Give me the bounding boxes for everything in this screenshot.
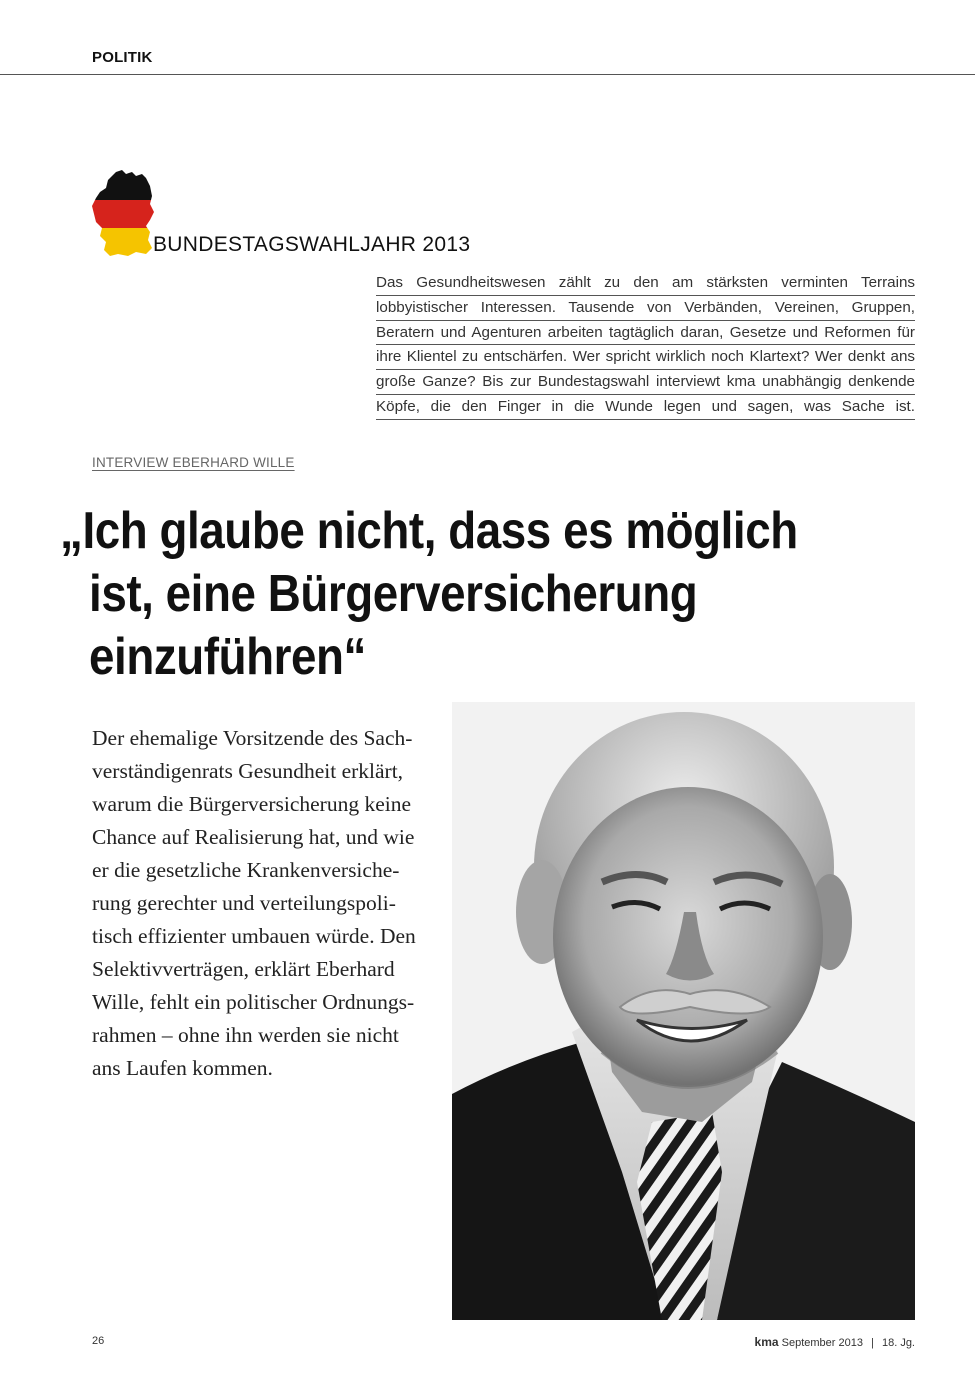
header-divider xyxy=(0,74,975,75)
lead-line: Chance auf Realisierung hat, und wie xyxy=(92,825,415,849)
intro-line: große Ganze? Bis zur Bundestagswahl interviewt kma unabhängig denkende xyxy=(376,370,915,395)
series-intro xyxy=(376,271,915,420)
lead-line: tisch effizienter umbauen würde. Den xyxy=(92,924,416,948)
lead-line: er die gesetzliche Krankenversiche- xyxy=(92,858,400,882)
headline-line: ist, eine Bürgerversicherung xyxy=(89,565,698,623)
volume: 18. Jg. xyxy=(881,1337,915,1349)
intro-line: ihre Klientel zu entschärfen. Wer spricht wirklich noch Klartext? Wer denkt ans xyxy=(376,345,915,370)
lead-line: Der ehemalige Vorsitzende des Sach- xyxy=(92,726,413,750)
intro-line: Köpfe, die den Finger in die Wunde legen und sagen, was Sache ist. xyxy=(376,395,915,420)
interview-label: INTERVIEW EBERHARD WILLE xyxy=(92,455,295,470)
lead-line: warum die Bürgerversicherung keine xyxy=(92,792,412,816)
headline xyxy=(60,500,940,689)
series-title: BUNDESTAGSWAHLJAHR 2013 xyxy=(153,233,471,256)
lead-line: rahmen – ohne ihn werden sie nicht xyxy=(92,1023,399,1047)
footer-issue-info xyxy=(755,1335,915,1349)
intro-line: Das Gesundheitswesen zählt zu den am stärksten verminten Terrains xyxy=(376,271,915,296)
headline-line: einzuführen“ xyxy=(89,628,366,686)
lead-line: Wille, fehlt ein politischer Ordnungs- xyxy=(92,990,415,1014)
lead-line: rung gerechter und verteilungspoli- xyxy=(92,891,396,915)
germany-flag-map-icon xyxy=(88,168,162,260)
portrait-photo xyxy=(452,702,915,1320)
issue-date: September 2013 xyxy=(781,1337,863,1349)
page-number: 26 xyxy=(92,1335,105,1347)
intro-line: Beratern und Agenturen arbeiten tagtäglich daran, Gesetze und Reformen für xyxy=(376,321,915,346)
lead-line: Selektivverträgen, erklärt Eberhard xyxy=(92,957,395,981)
intro-line: lobbyistischer Interessen. Tausende von Verbänden, Vereinen, Gruppen, xyxy=(376,296,915,321)
lead-line: verständigenrats Gesundheit erklärt, xyxy=(92,759,404,783)
footer-separator: | xyxy=(871,1337,874,1349)
headline-line: „Ich glaube nicht, dass es möglich xyxy=(60,502,798,560)
lead-paragraph xyxy=(92,722,442,1085)
section-label: POLITIK xyxy=(92,49,153,66)
lead-line: ans Laufen kommen. xyxy=(92,1056,273,1080)
brand-name: kma xyxy=(754,1335,779,1349)
